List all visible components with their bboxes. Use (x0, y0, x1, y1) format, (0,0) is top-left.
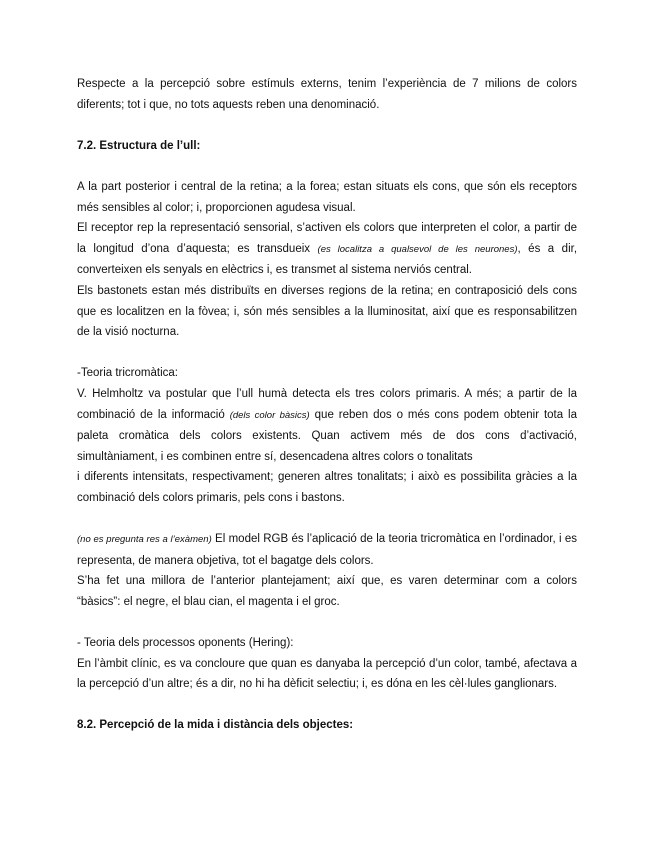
spacer (77, 695, 577, 716)
cones-paragraph: A la part posterior i central de la retina; a la forea; estan situats els cons, que són els receptors més sensibles al color; i, proporcionen agudesa visual. (77, 180, 577, 214)
neurones-note: (es localitza a qualsevol de les neurones) (317, 243, 518, 255)
spacer (77, 156, 577, 177)
spacer (77, 508, 577, 529)
intro-paragraph: Respecte a la percepció sobre estímuls externs, tenim l’experiència de 7 milions de colors diferents; tot i que, no tots aquests reben una denominació. (77, 78, 577, 111)
receptor-text-b: , és a dir, converteixen els senyals en elèctrics i, es transmet al sistema nerviós central. (77, 242, 578, 277)
opponent-paragraph: En l’àmbit clínic, es va concloure que quan es danyaba la percepció d’un color, també, afectava a la percepció d’un altre; és a dir, no hi ha dèficit selectiu; i, es dóna en les cèl·lules ganglionars. (77, 657, 577, 691)
trichromatic-paragraph (77, 384, 577, 467)
receptor-paragraph (77, 218, 577, 281)
spacer (77, 343, 577, 364)
exam-note: (no es pregunta res a l’exàmen) (77, 534, 212, 546)
rods-paragraph: Els bastonets estan més distribuïts en diverses regions de la retina; en contraposició dels cons que es localitzen en la fòvea; i, són més sensibles a la lluminositat, així que es responsabilitzen de la visió nocturna. (77, 284, 577, 339)
receptor-text-a: El receptor rep la representació sensorial, s’activen els colors que interpreten el color, a partir de la longitud d’ona d’aquesta; es transdueix (77, 222, 577, 255)
trichromatic-text-a: V. Helmholtz va postular que l’ull humà detecta els tres colors primaris. A més; a partir de la combinació de la informació (77, 387, 577, 421)
trichromatic-text-b: que reben dos o més cons podem obtenir tota la paleta cromàtica dels colors existents. Quan activem més de dos cons d’activació, simultàniament, i es combinen entre sí, desencadena altres colors o tonalitats (77, 408, 578, 463)
rgb-text-a: El model RGB és l’aplicació de la teoria tricromàtica en l’ordinador, i es representa, de manera objetiva, tot el bagatge dels colors. (77, 533, 577, 567)
opponent-title: - Teoria dels processos oponents (Hering): (77, 637, 294, 650)
trichromatic-paragraph-2: i diferents intensitats, respectivament; generen altres tonalitats; i això es possibilita gràcies a la combinació dels colors primaris, pels cons i bastons. (77, 471, 577, 504)
rgb-paragraph-2: S’ha fet una millora de l’anterior plantejament; així que, es varen determinar com a colors “bàsics”: el negre, el blau cian, el magenta i el groc. (77, 575, 577, 608)
spacer (77, 115, 577, 136)
document-page (77, 74, 577, 736)
basic-colors-note: (dels color bàsics) (229, 409, 310, 421)
rgb-paragraph (77, 529, 577, 571)
section-heading-7-2: 7.2. Estructura de l’ull: (77, 139, 201, 152)
section-heading-8-2: 8.2. Percepció de la mida i distància dels objectes: (77, 719, 354, 732)
spacer (77, 612, 577, 633)
trichromatic-title: -Teoria tricromàtica: (77, 367, 178, 380)
